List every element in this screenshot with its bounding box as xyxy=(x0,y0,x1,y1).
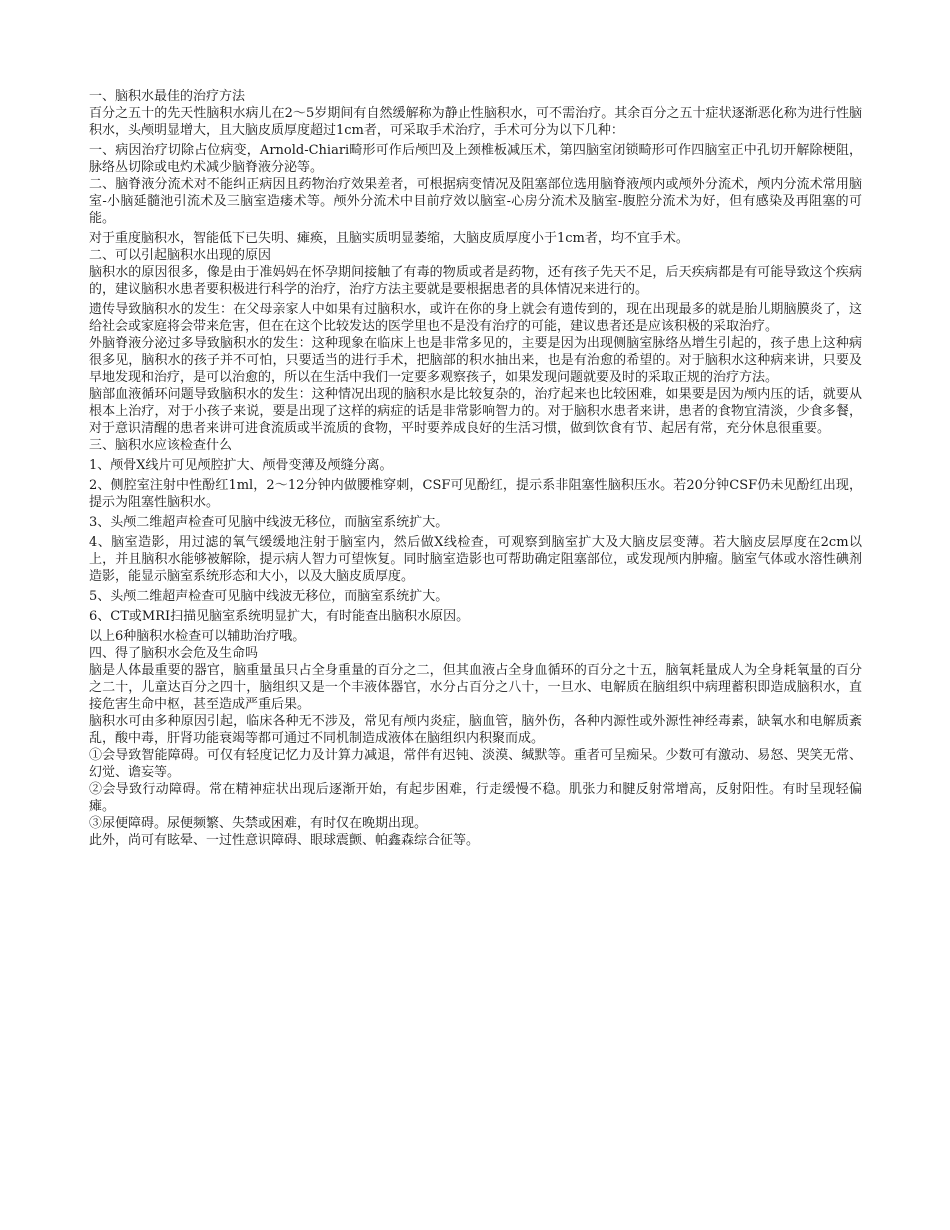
paragraph: 脑积水的原因很多，像是由于准妈妈在怀孕期间接触了有毒的物质或者是药物，还有孩子先天不足，后天疾病都是有可能导致这个疾病的，建议脑积水患者要积极进行科学的治疗，治疗方法主要就是要根据患者的具体情况来进行的。 xyxy=(89,265,862,297)
paragraph: 一、病因治疗切除占位病变，Arnold-Chiari畸形可作后颅凹及上颈椎板减压术，第四脑室闭锁畸形可作四脑室正中孔切开解除梗阻，脉络丛切除或电灼术减少脑脊液分泌等。 xyxy=(89,143,862,175)
paragraph: 对于重度脑积水，智能低下已失明、瘫痪，且脑实质明显萎缩，大脑皮质厚度小于1cm者，均不宜手术。 xyxy=(89,231,689,246)
paragraph: 百分之五十的先天性脑积水病儿在2～5岁期间有自然缓解称为静止性脑积水，可不需治疗。其余百分之五十症状逐渐恶化称为进行性脑积水，头颅明显增大，且大脑皮质厚度超过1cm者，可采取手术治疗，手术可分为以下几种： xyxy=(89,106,862,138)
paragraph: 二、脑脊液分流术对不能纠正病因且药物治疗效果差者，可根据病变情况及阻塞部位选用脑脊液颅内或颅外分流术，颅内分流术常用脑室-小脑延髓池引流术及三脑室造瘘术等。颅外分流术中目前疗效以脑室-心房分流术及脑室-腹腔分流术为好，但有感染及再阻塞的可能。 xyxy=(89,177,862,226)
paragraph: 遗传导致脑积水的发生：在父母亲家人中如果有过脑积水，或许在你的身上就会有遗传到的，现在出现最多的就是胎儿期脑膜炎了，这给社会或家庭将会带来危害，但在在这个比较发达的医学里也不是没有治疗的可能，建议患者还是应该积极的采取治疗。 xyxy=(89,302,862,334)
heading-examinations: 三、脑积水应该检查什么 xyxy=(89,438,233,453)
paragraph: 脑是人体最重要的器官，脑重量虽只占全身重量的百分之二，但其血液占全身血循环的百分之十五，脑氧耗量成人为全身耗氧量的百分之二十，儿童达百分之四十，脑组织又是一个丰液体器官，水分占百分之八十，一旦水、电解质在脑组织中病理蓄积即造成脑积水，直接危害生命中枢，甚至造成严重后果。 xyxy=(89,663,862,712)
paragraph: 脑部血液循环问题导致脑积水的发生：这种情况出现的脑积水是比较复杂的，治疗起来也比较困难，如果要是因为颅内压的话，就要从根本上治疗，对于小孩子来说，要是出现了这样的病症的话是非常影响智力的。对于脑积水患者来讲，患者的食物宜清淡，少食多餐，对于意识清醒的患者来讲可进食流质或半流质的食物，平时要养成良好的生活习惯，做到饮食有节、起居有常，充分休息很重要。 xyxy=(89,387,862,436)
list-item: 3、头颅二维超声检查可见脑中线波无移位，而脑室系统扩大。 xyxy=(89,515,449,530)
list-item: 2、侧腔室注射中性酚红1ml，2～12分钟内做腰椎穿刺，CSF可见酚红，提示系非阻塞性脑积压水。若20分钟CSF仍未见酚红出现，提示为阻塞性脑积水。 xyxy=(89,478,862,510)
paragraph: 以上6种脑积水检查可以辅助治疗哦。 xyxy=(89,629,306,644)
list-item: ①会导致智能障碍。可仅有轻度记忆力及计算力减退，常伴有迟钝、淡漠、缄默等。重者可呈痴呆。少数可有激动、易怒、哭笑无常、幻觉、谵妄等。 xyxy=(89,748,862,780)
heading-treatment: 一、脑积水最佳的治疗方法 xyxy=(89,89,246,104)
list-item: 4、脑室造影，用过滤的氧气缓缓地注射于脑室内，然后做X线检查，可观察到脑室扩大及大脑皮层变薄。若大脑皮层厚度在2cm以上，并且脑积水能够被解除，提示病人智力可望恢复。同时脑室造影也可帮助确定阻塞部位，或发现颅内肿瘤。脑室气体或水溶性碘剂造影，能显示脑室系统形态和大小，以及大脑皮质厚度。 xyxy=(89,535,862,584)
list-item: ②会导致行动障碍。常在精神症状出现后逐渐开始，有起步困难，行走缓慢不稳。肌张力和腱反射常增高，反射阳性。有时呈现轻偏瘫。 xyxy=(89,782,862,814)
paragraph: 脑积水可由多种原因引起，临床各种无不涉及，常见有颅内炎症，脑血管，脑外伤，各种内源性或外源性神经毒素，缺氧水和电解质紊乱，酸中毒，肝肾功能衰竭等都可通过不同机制造成液体在脑组织内积聚而成。 xyxy=(89,714,862,746)
list-item: ③尿便障碍。尿便频繁、失禁或困难，有时仅在晚期出现。 xyxy=(89,816,428,831)
list-item: 1、颅骨X线片可见颅腔扩大、颅骨变薄及颅缝分离。 xyxy=(89,458,393,473)
heading-danger: 四、得了脑积水会危及生命吗 xyxy=(89,646,259,661)
paragraph: 外脑脊液分泌过多导致脑积水的发生：这种现象在临床上也是非常多见的，主要是因为出现侧脑室脉络丛增生引起的，孩子患上这种病很多见，脑积水的孩子并不可怕，只要适当的进行手术，把脑部的积水抽出来，也是有治愈的希望的。对于脑积水这种病来讲，只要及早地发现和治疗，是可以治愈的，所以在生活中我们一定要多观察孩子，如果发现问题就要及时的采取正规的治疗方法。 xyxy=(89,336,862,385)
heading-causes: 二、可以引起脑积水出现的原因 xyxy=(89,248,272,263)
list-item: 6、CT或MRI扫描见脑室系统明显扩大，有时能查出脑积水原因。 xyxy=(89,609,470,624)
list-item: 5、头颅二维超声检查可见脑中线波无移位，而脑室系统扩大。 xyxy=(89,589,449,604)
paragraph: 此外，尚可有眩晕、一过性意识障碍、眼球震颤、帕鑫森综合征等。 xyxy=(89,833,480,848)
